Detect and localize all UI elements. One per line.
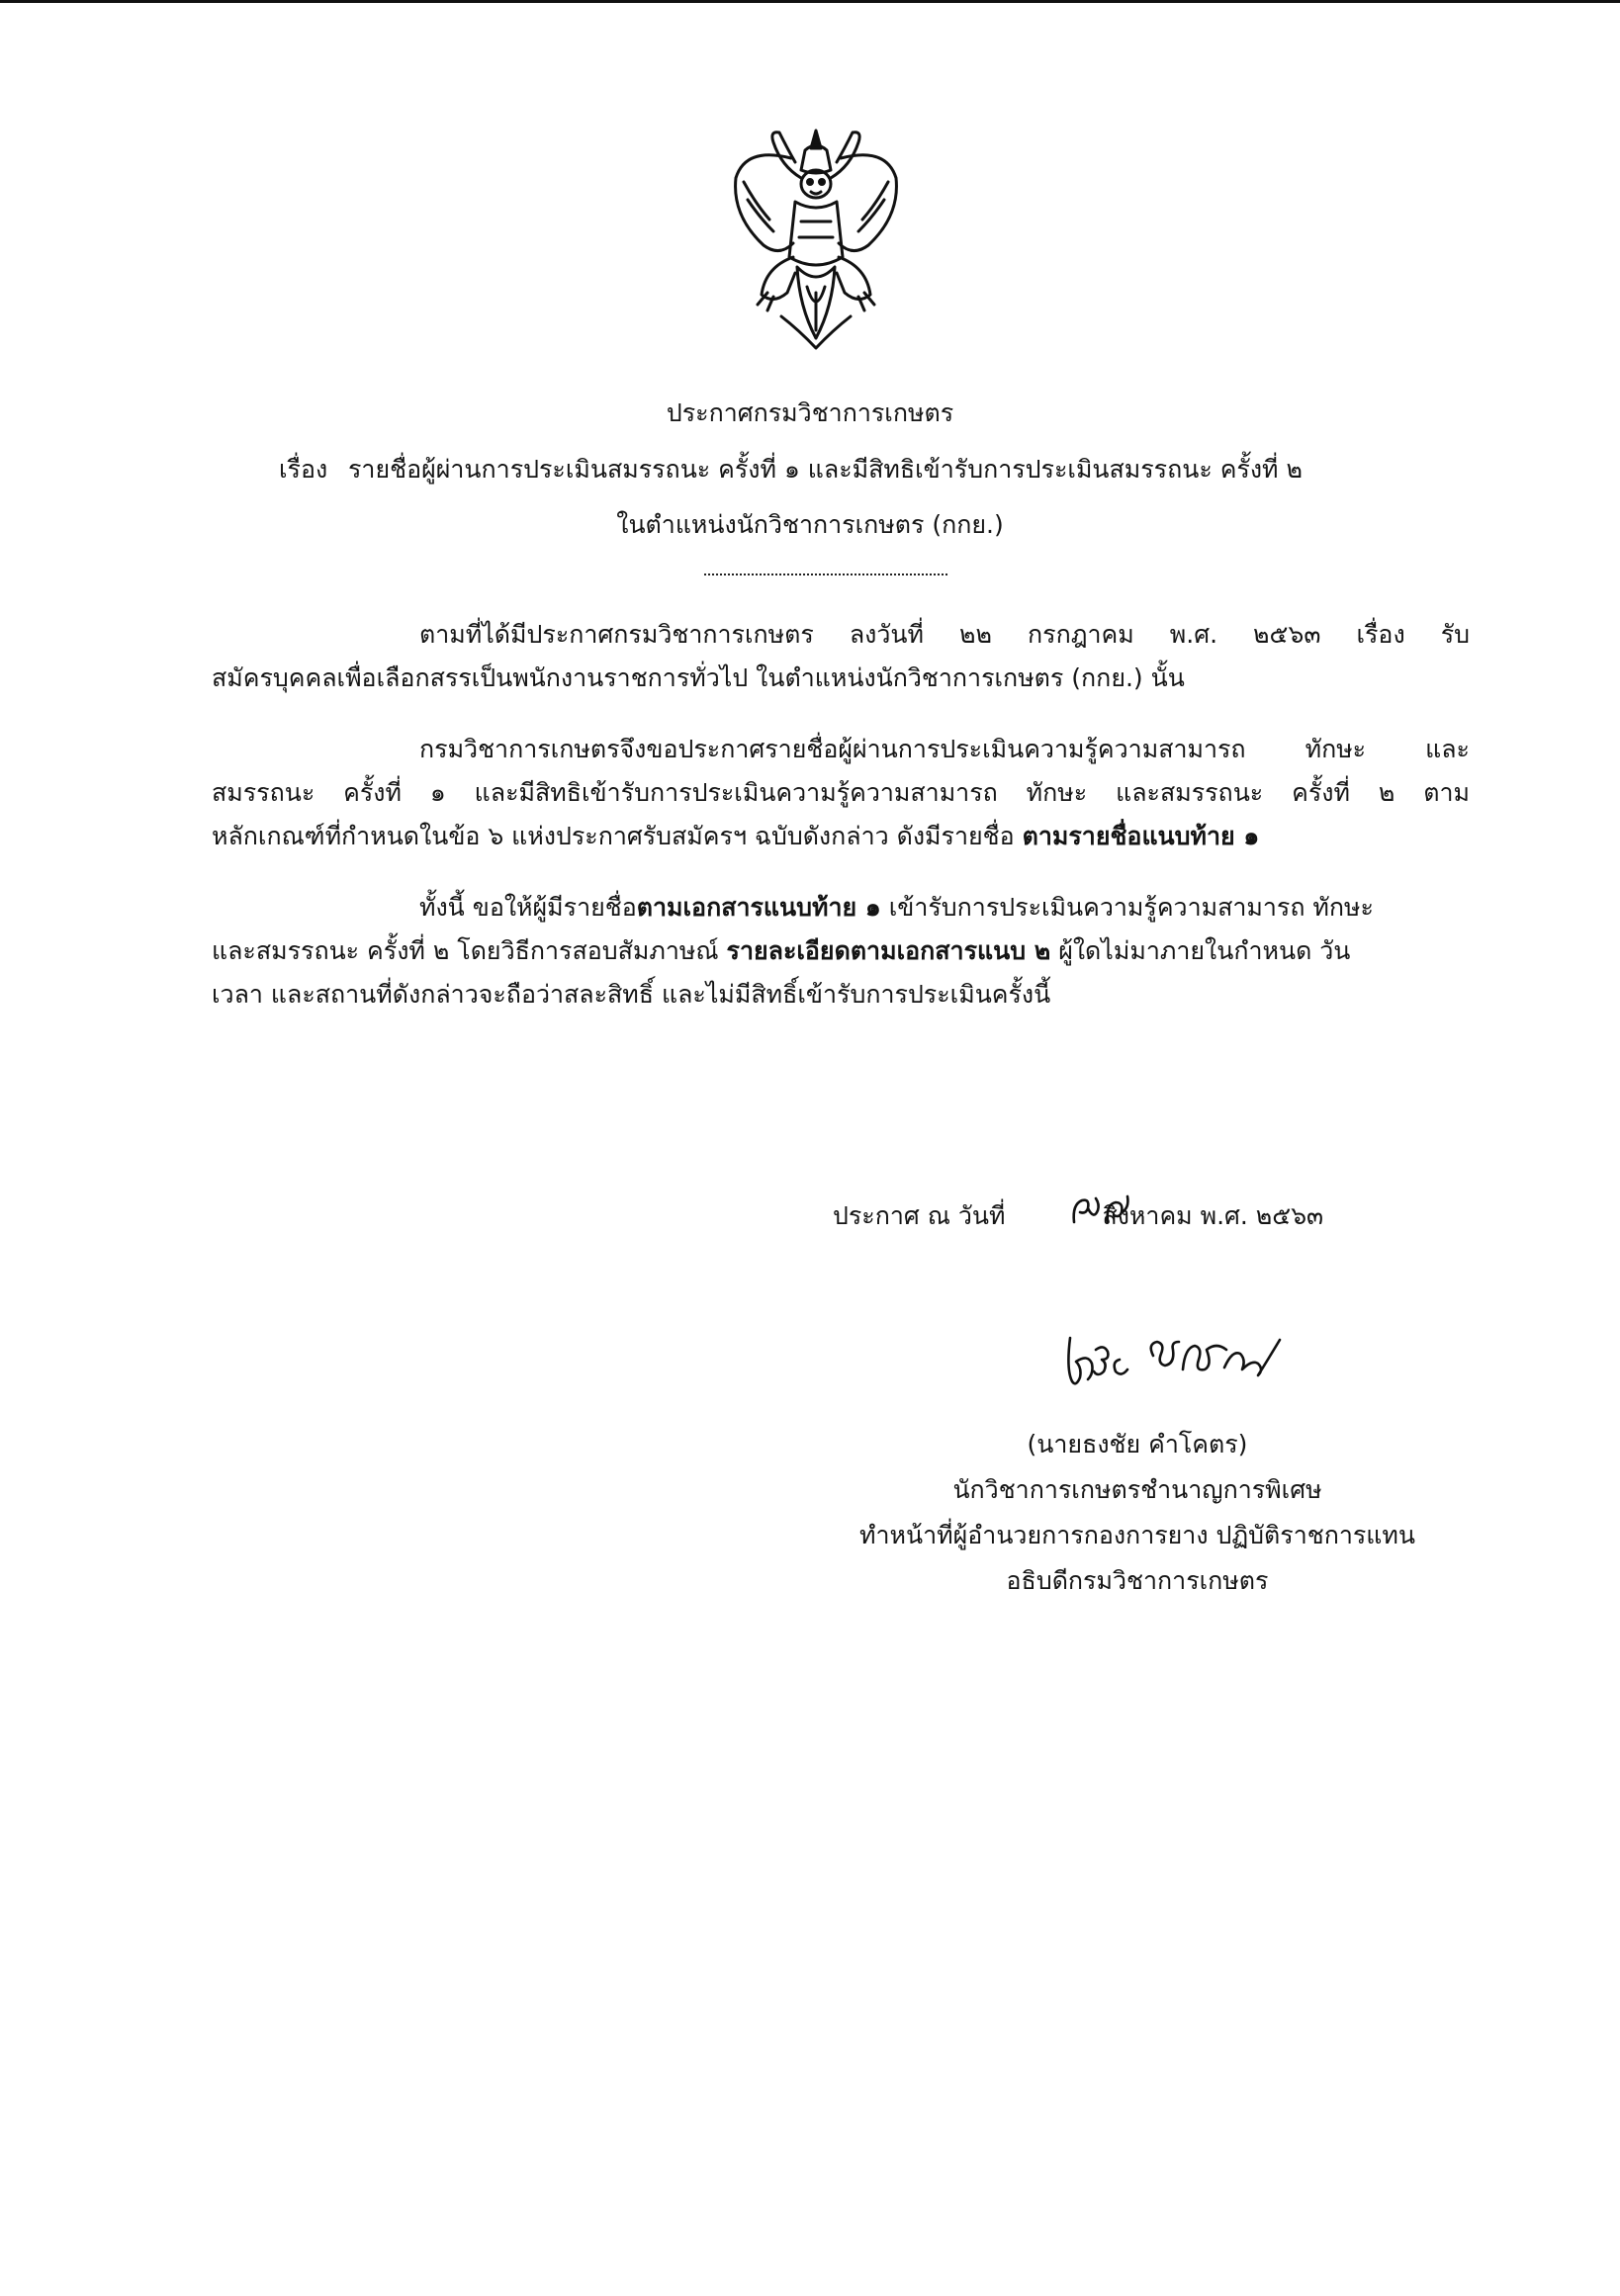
handwritten-day bbox=[1068, 1183, 1137, 1232]
paragraph-1 bbox=[212, 613, 1470, 700]
announcement-title: ประกาศกรมวิชาการเกษตร bbox=[666, 398, 954, 427]
garuda-emblem-icon bbox=[722, 119, 910, 366]
attachment-1-document-reference: ตามเอกสารแนบท้าย ๑ bbox=[636, 893, 881, 922]
paragraph-3-line-1-b: เข้ารับการประเมินความรู้ความสามารถ ทักษะ bbox=[888, 893, 1374, 922]
paragraph-3-line-2-b: ผู้ใดไม่มาภายในกำหนด วัน bbox=[1058, 936, 1351, 965]
paragraph-2-line-2: สมรรถนะ ครั้งที่ ๑ และมีสิทธิเข้ารับการประเมินความรู้ความสามารถ ทักษะ และสมรรถนะ ครั้งที่ ๒ ตาม bbox=[212, 778, 1470, 807]
paragraph-3-line-1 bbox=[212, 886, 1470, 929]
signatory-position-1: นักวิชาการเกษตรชำนาญการพิเศษ bbox=[952, 1475, 1322, 1504]
subject-text: รายชื่อผู้ผ่านการประเมินสมรรถนะ ครั้งที่ ๑ และมีสิทธิเข้ารับการประเมินสมรรถนะ ครั้งที่ ๒ bbox=[348, 455, 1303, 484]
paragraph-2-line-3 bbox=[212, 815, 1470, 858]
signatory-name: (นายธงชัย คำโคตร) bbox=[1027, 1430, 1248, 1458]
attachment-1-reference: ตามรายชื่อแนบท้าย ๑ bbox=[1022, 822, 1260, 850]
handwritten-signature bbox=[1058, 1320, 1296, 1409]
dotted-divider bbox=[704, 574, 947, 575]
paragraph-2 bbox=[212, 728, 1470, 858]
signatory-position-3: อธิบดีกรมวิชาการเกษตร bbox=[1006, 1566, 1269, 1595]
subject-label: เรื่อง bbox=[279, 455, 328, 484]
paragraph-2-line-1: กรมวิชาการเกษตรจึงขอประกาศรายชื่อผู้ผ่านการประเมินความรู้ความสามารถ ทักษะ และ bbox=[419, 735, 1470, 763]
date-month-year: สิงหาคม พ.ศ. ๒๕๖๓ bbox=[1102, 1201, 1324, 1230]
signatory-position-2: ทำหน้าที่ผู้อำนวยการกองการยาง ปฏิบัติราชการแทน bbox=[859, 1521, 1415, 1549]
subject-position: ในตำแหน่งนักวิชาการเกษตร (กกย.) bbox=[616, 510, 1004, 539]
paragraph-1-line-1: ตามที่ได้มีประกาศกรมวิชาการเกษตร ลงวันที่ ๒๒ กรกฎาคม พ.ศ. ๒๕๖๓ เรื่อง รับ bbox=[419, 620, 1470, 649]
paragraph-3-line-3: เวลา และสถานที่ดังกล่าวจะถือว่าสละสิทธิ์ และไม่มีสิทธิ์เข้ารับการประเมินครั้งนี้ bbox=[212, 980, 1051, 1009]
paragraph-3-line-2-a: และสมรรถนะ ครั้งที่ ๒ โดยวิธีการสอบสัมภาษณ์ bbox=[212, 936, 719, 965]
signatory-block bbox=[821, 1422, 1454, 1604]
scan-top-edge bbox=[0, 0, 1620, 3]
paragraph-3-line-1-a: ทั้งนี้ ขอให้ผู้มีรายชื่อ bbox=[419, 893, 637, 922]
paragraph-3 bbox=[212, 886, 1470, 1016]
attachment-2-reference: รายละเอียดตามเอกสารแนบ ๒ bbox=[726, 936, 1051, 965]
paragraph-1-line-2: สมัครบุคคลเพื่อเลือกสรรเป็นพนักงานราชการทั่วไป ในตำแหน่งนักวิชาการเกษตร (กกย.) นั้น bbox=[212, 663, 1185, 692]
paragraph-2-line-3-text: หลักเกณฑ์ที่กำหนดในข้อ ๖ แห่งประกาศรับสมัครฯ ฉบับดังกล่าว ดังมีรายชื่อ bbox=[212, 822, 1015, 850]
subject-line bbox=[279, 450, 1303, 489]
paragraph-3-line-2 bbox=[212, 929, 1470, 973]
date-prefix: ประกาศ ณ วันที่ bbox=[833, 1201, 1006, 1230]
